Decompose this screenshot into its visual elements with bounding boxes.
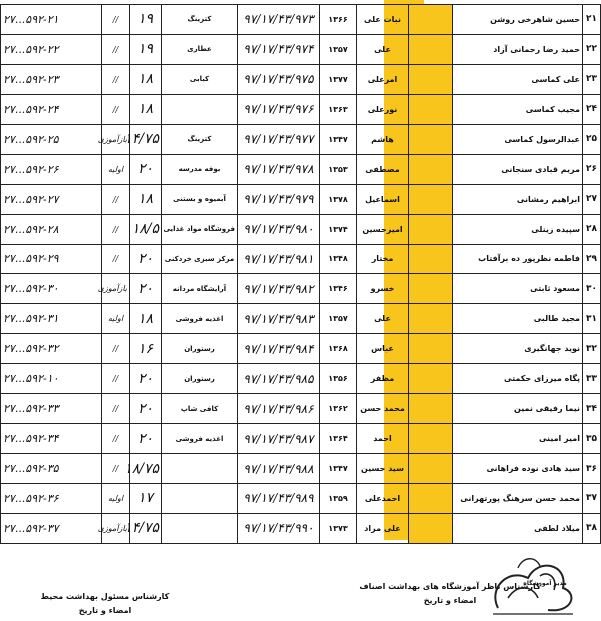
course-type: // <box>102 5 130 35</box>
row-index: ۳۶ <box>583 454 601 484</box>
birth-year: ۱۳۵۷ <box>320 304 357 334</box>
score: ۱۸ <box>130 94 162 124</box>
business-type <box>162 513 238 543</box>
business-type: عطاری <box>162 34 238 64</box>
table-row <box>1 244 601 274</box>
table-row <box>1 94 601 124</box>
score: ۱۸ <box>130 304 162 334</box>
row-index: ۳۵ <box>583 424 601 454</box>
row-index: ۳۸ <box>583 513 601 543</box>
file-code: ۲۷...۵۹۲-۳۵ <box>1 454 102 484</box>
file-code: ۲۷...۵۹۲-۳۳ <box>1 394 102 424</box>
birth-year: ۱۳۶۴ <box>320 424 357 454</box>
score: ۲۰ <box>130 364 162 394</box>
birth-year: ۱۳۶۳ <box>320 94 357 124</box>
birth-year: ۱۳۷۷ <box>320 64 357 94</box>
birth-year: ۱۳۷۴ <box>320 214 357 244</box>
birth-year: ۱۳۶۶ <box>320 5 357 35</box>
row-index: ۲۷ <box>583 184 601 214</box>
person-name: حمید رضا رحمانی آزاد <box>453 34 583 64</box>
highlight-gap <box>409 244 453 274</box>
father-name: اسماعیل <box>357 184 409 214</box>
course-type: // <box>102 244 130 274</box>
father-name: امرعلی <box>357 64 409 94</box>
certificate-number: ۹۷/۱۷/۴۳/۹۸۷ <box>238 424 320 454</box>
file-code: ۲۷...۵۹۲-۲۹ <box>1 244 102 274</box>
certificate-number: ۹۷/۱۷/۴۳/۹۸۰ <box>238 214 320 244</box>
business-type <box>162 454 238 484</box>
father-name: مختار <box>357 244 409 274</box>
file-code: ۲۷...۵۹۲-۲۱ <box>1 5 102 35</box>
row-index: ۳۱ <box>583 304 601 334</box>
highlight-gap <box>409 34 453 64</box>
birth-year: ۱۳۴۷ <box>320 454 357 484</box>
father-name: مصطفی <box>357 154 409 184</box>
business-type: کترینگ <box>162 124 238 154</box>
score: ۱۶ <box>130 334 162 364</box>
table-row <box>1 154 601 184</box>
score: ۱۴/۷۵ <box>130 124 162 154</box>
highlight-gap <box>409 484 453 514</box>
person-name: نوید جهانگیری <box>453 334 583 364</box>
business-type: مرکز سبزی خردکنی <box>162 244 238 274</box>
father-name: هاشم <box>357 124 409 154</box>
certificate-number: ۹۷/۱۷/۴۳/۹۸۸ <box>238 454 320 484</box>
father-name: مظفر <box>357 364 409 394</box>
course-type: // <box>102 334 130 364</box>
table-row <box>1 484 601 514</box>
highlight-gap <box>409 334 453 364</box>
course-type: // <box>102 184 130 214</box>
table-row <box>1 513 601 543</box>
score: ۱۷ <box>130 484 162 514</box>
business-type: کبابی <box>162 64 238 94</box>
business-type <box>162 94 238 124</box>
score: ۲۰ <box>130 274 162 304</box>
row-index: ۲۸ <box>583 214 601 244</box>
score: ۱۹ <box>130 34 162 64</box>
person-name: پگاه میرزای حکمتی <box>453 364 583 394</box>
table-row <box>1 424 601 454</box>
father-name: عباس <box>357 334 409 364</box>
highlight-gap <box>409 64 453 94</box>
file-code: ۲۷...۵۹۲-۳۶ <box>1 484 102 514</box>
business-type: بوفه مدرسه <box>162 154 238 184</box>
row-index: ۲۵ <box>583 124 601 154</box>
person-name: علی کماسی <box>453 64 583 94</box>
supervisor-title: کارشناس ناظر آموزشگاه های بهداشت اصناف <box>359 582 541 591</box>
row-index: ۲۲ <box>583 34 601 64</box>
highlight-gap <box>409 274 453 304</box>
health-officer-title: کارشناس مسئول بهداشت محیط <box>40 592 170 601</box>
certificate-number: ۹۷/۱۷/۴۳/۹۹۰ <box>238 513 320 543</box>
highlight-gap <box>409 5 453 35</box>
person-name: مسعود ثابتی <box>453 274 583 304</box>
father-name: احمد <box>357 424 409 454</box>
father-name: احمدعلی <box>357 484 409 514</box>
birth-year: ۱۳۵۷ <box>320 34 357 64</box>
course-type: // <box>102 34 130 64</box>
birth-year: ۱۳۵۶ <box>320 364 357 394</box>
row-index: ۳۰ <box>583 274 601 304</box>
father-name: امیرحسین <box>357 214 409 244</box>
row-index: ۳۷ <box>583 484 601 514</box>
father-name: علی <box>357 304 409 334</box>
stamp-caption: مدیر آموزشگاه <box>523 580 567 587</box>
highlight-gap <box>409 513 453 543</box>
records-body <box>1 5 601 544</box>
birth-year: ۱۳۴۶ <box>320 274 357 304</box>
father-name: محمد حسن <box>357 394 409 424</box>
person-name: محمد حسن سرهنگ پورتهرانی <box>453 484 583 514</box>
certificate-number: ۹۷/۱۷/۴۳/۹۷۶ <box>238 94 320 124</box>
business-type: آبمیوه و بستنی <box>162 184 238 214</box>
birth-year: ۱۳۷۸ <box>320 184 357 214</box>
table-row <box>1 5 601 35</box>
highlight-gap <box>409 454 453 484</box>
highlight-gap <box>409 124 453 154</box>
person-name: مجید طالبی <box>453 304 583 334</box>
certificate-number: ۹۷/۱۷/۴۳/۹۷۹ <box>238 184 320 214</box>
row-index: ۳۴ <box>583 394 601 424</box>
business-type: اغذیه فروشی <box>162 424 238 454</box>
person-name: نیما رفیقی نمین <box>453 394 583 424</box>
course-type: // <box>102 64 130 94</box>
certificate-number: ۹۷/۱۷/۴۳/۹۷۳ <box>238 5 320 35</box>
birth-year: ۱۳۵۳ <box>320 154 357 184</box>
highlight-gap <box>409 304 453 334</box>
course-type: اولیه <box>102 484 130 514</box>
highlight-gap <box>409 94 453 124</box>
person-name: فاطمه نظرپور ده برآفتاب <box>453 244 583 274</box>
birth-year: ۱۳۶۲ <box>320 394 357 424</box>
file-code: ۲۷...۵۹۲-۲۵ <box>1 124 102 154</box>
score: ۱۴/۷۵ <box>130 513 162 543</box>
certificate-number: ۹۷/۱۷/۴۳/۹۷۴ <box>238 34 320 64</box>
health-officer-sign-date: امضاء و تاریخ <box>78 606 132 615</box>
file-code: ۲۷...۵۹۲-۳۰ <box>1 274 102 304</box>
table-row <box>1 454 601 484</box>
certificate-number: ۹۷/۱۷/۴۳/۹۸۹ <box>238 484 320 514</box>
person-name: حسین شاهرخی روشن <box>453 5 583 35</box>
highlight-gap <box>409 184 453 214</box>
supervisor-sign-date: امضاء و تاریخ <box>423 596 477 605</box>
person-name: میلاد لطفی <box>453 513 583 543</box>
file-code: ۲۷...۵۹۲-۲۴ <box>1 94 102 124</box>
row-index: ۲۹ <box>583 244 601 274</box>
table-row <box>1 64 601 94</box>
table-row <box>1 34 601 64</box>
business-type: کترینگ <box>162 5 238 35</box>
highlight-gap <box>409 154 453 184</box>
person-name: سید هادی نوده فراهانی <box>453 454 583 484</box>
table-row <box>1 364 601 394</box>
business-type: رستوران <box>162 334 238 364</box>
score: ۲۰ <box>130 154 162 184</box>
certificate-number: ۹۷/۱۷/۴۳/۹۸۵ <box>238 364 320 394</box>
certificate-number: ۹۷/۱۷/۴۳/۹۸۴ <box>238 334 320 364</box>
highlight-gap <box>409 214 453 244</box>
file-code: ۲۷...۵۹۲-۲۸ <box>1 214 102 244</box>
row-index: ۲۶ <box>583 154 601 184</box>
business-type: رستوران <box>162 364 238 394</box>
file-code: ۲۷...۵۹۲-۳۴ <box>1 424 102 454</box>
records-table <box>0 4 601 544</box>
person-name: مریم قبادی سنجانی <box>453 154 583 184</box>
certificate-number: ۹۷/۱۷/۴۳/۹۷۵ <box>238 64 320 94</box>
table-row <box>1 124 601 154</box>
row-index: ۳۲ <box>583 334 601 364</box>
file-code: ۲۷...۵۹۲-۲۳ <box>1 64 102 94</box>
birth-year: ۱۳۵۹ <box>320 484 357 514</box>
score: ۱۸ <box>130 184 162 214</box>
person-name: ابراهیم رمشانی <box>453 184 583 214</box>
business-type: فروشگاه مواد غذایی <box>162 214 238 244</box>
score: ۲۰ <box>130 424 162 454</box>
course-type: بازآموزی <box>102 124 130 154</box>
file-code: ۲۷...۵۹۲-۲۶ <box>1 154 102 184</box>
score: ۱۸/۷۵ <box>130 454 162 484</box>
certificate-number: ۹۷/۱۷/۴۳/۹۸۶ <box>238 394 320 424</box>
row-index: ۲۱ <box>583 5 601 35</box>
father-name: سید حسین <box>357 454 409 484</box>
file-code: ۲۷...۵۹۲-۲۲ <box>1 34 102 64</box>
business-type: کافی شاپ <box>162 394 238 424</box>
father-name: علی <box>357 34 409 64</box>
father-name: نورعلی <box>357 94 409 124</box>
course-type: // <box>102 94 130 124</box>
row-index: ۳۳ <box>583 364 601 394</box>
score: ۱۸/۵ <box>130 214 162 244</box>
course-type: بازآموزی <box>102 274 130 304</box>
course-type: // <box>102 424 130 454</box>
father-name: نبات علی <box>357 5 409 35</box>
certificate-number: ۹۷/۱۷/۴۳/۹۷۸ <box>238 154 320 184</box>
certificate-number: ۹۷/۱۷/۴۳/۹۸۳ <box>238 304 320 334</box>
file-code: ۲۷...۵۹۲-۲۷ <box>1 184 102 214</box>
father-name: علی مراد <box>357 513 409 543</box>
birth-year: ۱۳۴۷ <box>320 124 357 154</box>
person-name: عبدالرسول کماسی <box>453 124 583 154</box>
score: ۲۰ <box>130 394 162 424</box>
certificate-number: ۹۷/۱۷/۴۳/۹۸۲ <box>238 274 320 304</box>
person-name: سپیده زینلی <box>453 214 583 244</box>
highlight-gap <box>409 364 453 394</box>
business-type: اغذیه فروشی <box>162 304 238 334</box>
birth-year: ۱۳۷۳ <box>320 513 357 543</box>
score: ۲۰ <box>130 244 162 274</box>
business-type <box>162 484 238 514</box>
table-row <box>1 184 601 214</box>
father-name: خسرو <box>357 274 409 304</box>
birth-year: ۱۳۶۸ <box>320 334 357 364</box>
course-type: اولیه <box>102 154 130 184</box>
table-row <box>1 274 601 304</box>
file-code: ۲۷...۵۹۲-۳۱ <box>1 304 102 334</box>
table-row <box>1 394 601 424</box>
score: ۱۹ <box>130 5 162 35</box>
certificate-number: ۹۷/۱۷/۴۳/۹۸۱ <box>238 244 320 274</box>
course-type: // <box>102 394 130 424</box>
course-type: // <box>102 364 130 394</box>
file-code: ۲۷...۵۹۲-۳۷ <box>1 513 102 543</box>
certificate-number: ۹۷/۱۷/۴۳/۹۷۷ <box>238 124 320 154</box>
row-index: ۲۴ <box>583 94 601 124</box>
business-type: آرایشگاه مردانه <box>162 274 238 304</box>
course-type: اولیه <box>102 304 130 334</box>
table-row <box>1 214 601 244</box>
person-name: امیر امینی <box>453 424 583 454</box>
course-type: // <box>102 214 130 244</box>
birth-year: ۱۳۴۸ <box>320 244 357 274</box>
highlight-gap <box>409 424 453 454</box>
file-code: ۲۷...۵۹۲-۳۲ <box>1 334 102 364</box>
person-name: مجیب کماسی <box>453 94 583 124</box>
table-row <box>1 334 601 364</box>
file-code: ۲۷...۵۹۲-۱۰ <box>1 364 102 394</box>
course-type: // <box>102 454 130 484</box>
score: ۱۸ <box>130 64 162 94</box>
health-officer-signature-block <box>20 590 190 618</box>
row-index: ۲۳ <box>583 64 601 94</box>
course-type: بازآموزی <box>102 513 130 543</box>
table-row <box>1 304 601 334</box>
highlight-gap <box>409 394 453 424</box>
